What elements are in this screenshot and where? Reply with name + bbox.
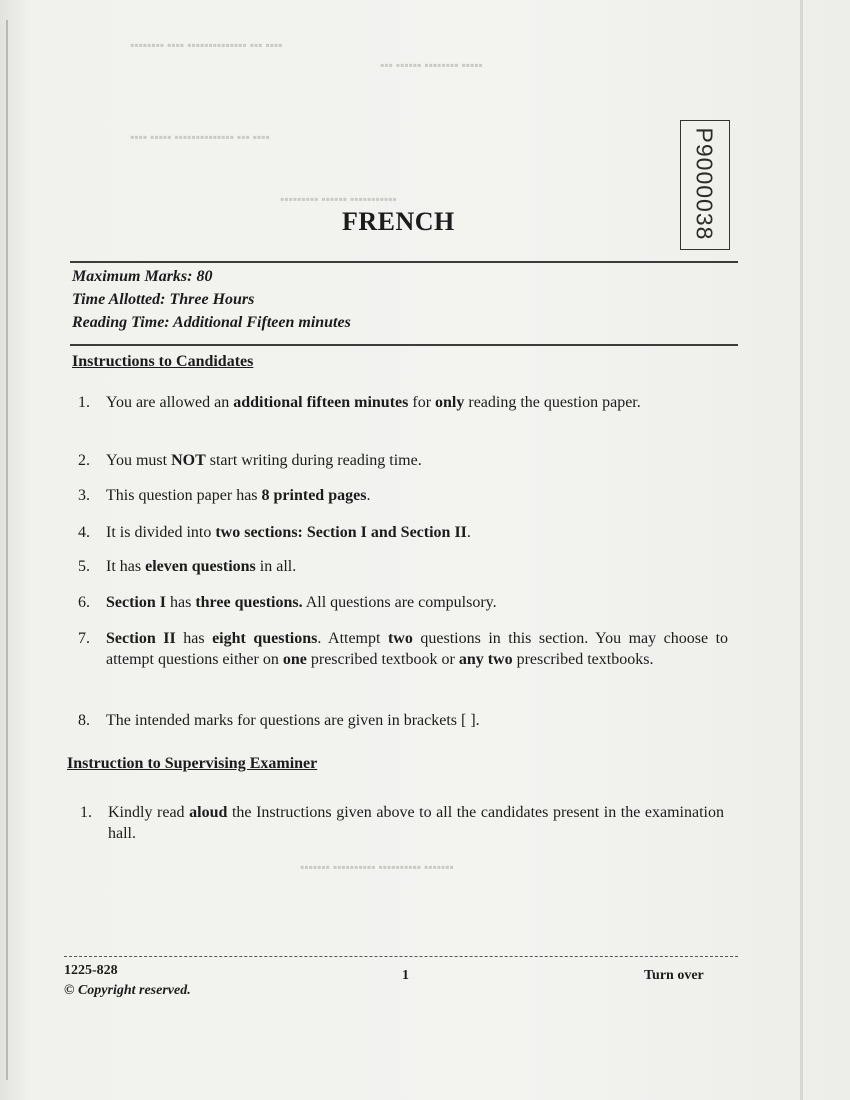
instruction-number: 1. <box>80 804 92 821</box>
maximum-marks: Maximum Marks: 80 <box>72 268 213 285</box>
text-run: the Instructions given above to all the candidates present in the examination hall. <box>108 804 724 842</box>
instruction-number: 2. <box>78 452 90 469</box>
text-bold: eight questions <box>212 630 318 647</box>
text-bold: only <box>435 394 465 411</box>
text-bold: one <box>282 651 307 668</box>
meta-divider <box>70 344 738 346</box>
paper-right-edge <box>800 0 803 1100</box>
instruction-number: 5. <box>78 558 90 575</box>
text-bold: additional fifteen minutes <box>233 394 409 411</box>
show-through-text: ▪▪▪▪ ▪▪▪ ▪▪▪▪▪▪▪▪▪▪▪▪▪▪ ▪▪▪▪▪ ▪▪▪▪ <box>130 130 270 144</box>
text-run: . <box>466 524 471 541</box>
paper-number: 1225-828 <box>64 963 118 978</box>
text-bold: two <box>387 630 413 647</box>
instruction-text <box>106 450 728 471</box>
text-run: The intended marks for questions are given in brackets [ ]. <box>106 712 480 729</box>
text-run: It has <box>106 558 146 575</box>
copyright-notice: © Copyright reserved. <box>64 983 191 998</box>
footer-divider <box>64 956 738 957</box>
paper-code: P9000038 <box>691 127 718 241</box>
time-allotted: Time Allotted: Three Hours <box>72 291 255 308</box>
text-run: in all. <box>255 558 297 575</box>
text-run: You must <box>106 452 172 469</box>
instruction-number: 7. <box>78 630 90 647</box>
title-divider <box>70 261 738 263</box>
text-run: . <box>366 487 371 504</box>
text-run: Kindly read <box>108 804 190 821</box>
text-bold: Section I <box>106 594 166 611</box>
text-run: for <box>408 394 436 411</box>
text-bold: eleven questions <box>145 558 256 575</box>
instruction-text <box>106 628 728 670</box>
instruction-number: 1. <box>78 394 90 411</box>
instruction-text <box>106 485 728 506</box>
text-run: prescribed textbook or <box>306 651 459 668</box>
text-bold: three questions. <box>195 594 303 611</box>
text-run: start writing during reading time. <box>205 452 422 469</box>
page-number: 1 <box>402 968 409 983</box>
show-through-text: ▪▪▪▪▪▪▪ ▪▪▪▪▪▪▪▪▪▪ ▪▪▪▪▪▪▪▪▪▪ ▪▪▪▪▪▪▪ <box>300 860 454 874</box>
text-run: This question paper has <box>106 487 262 504</box>
show-through-text: ▪▪▪▪▪ ▪▪▪▪▪▪▪▪ ▪▪▪▪▪▪ ▪▪▪ <box>380 58 483 72</box>
show-through-text: ▪▪▪▪ ▪▪▪ ▪▪▪▪▪▪▪▪▪▪▪▪▪▪ ▪▪▪▪ ▪▪▪▪▪▪▪▪ <box>130 38 283 52</box>
instruction-number: 8. <box>78 712 90 729</box>
text-bold: NOT <box>171 452 206 469</box>
show-through-text: ▪▪▪▪▪▪▪▪▪▪▪ ▪▪▪▪▪▪ ▪▪▪▪▪▪▪▪▪ <box>280 192 397 206</box>
text-run: You are allowed an <box>106 394 234 411</box>
instruction-number: 3. <box>78 487 90 504</box>
text-bold: aloud <box>189 804 228 821</box>
supervisor-heading: Instruction to Supervising Examiner <box>67 755 318 772</box>
instruction-text <box>106 392 728 413</box>
instruction-text <box>106 710 728 731</box>
text-bold: Section II <box>106 630 176 647</box>
paper-left-edge <box>6 20 8 1080</box>
text-bold: 8 printed pages <box>261 487 367 504</box>
turn-over-label: Turn over <box>644 968 704 983</box>
instruction-number: 4. <box>78 524 90 541</box>
text-bold: any two <box>458 651 513 668</box>
instruction-number: 6. <box>78 594 90 611</box>
text-run: reading the question paper. <box>464 394 641 411</box>
text-run: . Attempt <box>317 630 388 647</box>
text-run: has <box>175 630 213 647</box>
instruction-text <box>106 556 728 577</box>
text-run: prescribed textbooks. <box>512 651 654 668</box>
text-run: All questions are compulsory. <box>302 594 497 611</box>
text-run: questions in this section. You may choose to attempt questions either on <box>106 630 729 668</box>
reading-time: Reading Time: Additional Fifteen minutes <box>72 314 351 331</box>
text-run: It is divided into <box>106 524 216 541</box>
instruction-text <box>108 802 724 844</box>
instruction-text <box>106 522 728 543</box>
instructions-heading: Instructions to Candidates <box>72 353 254 370</box>
instruction-text <box>106 592 728 613</box>
text-run: has <box>166 594 196 611</box>
text-bold: two sections: Section I and Section II <box>215 524 467 541</box>
subject-title: FRENCH <box>342 207 455 236</box>
